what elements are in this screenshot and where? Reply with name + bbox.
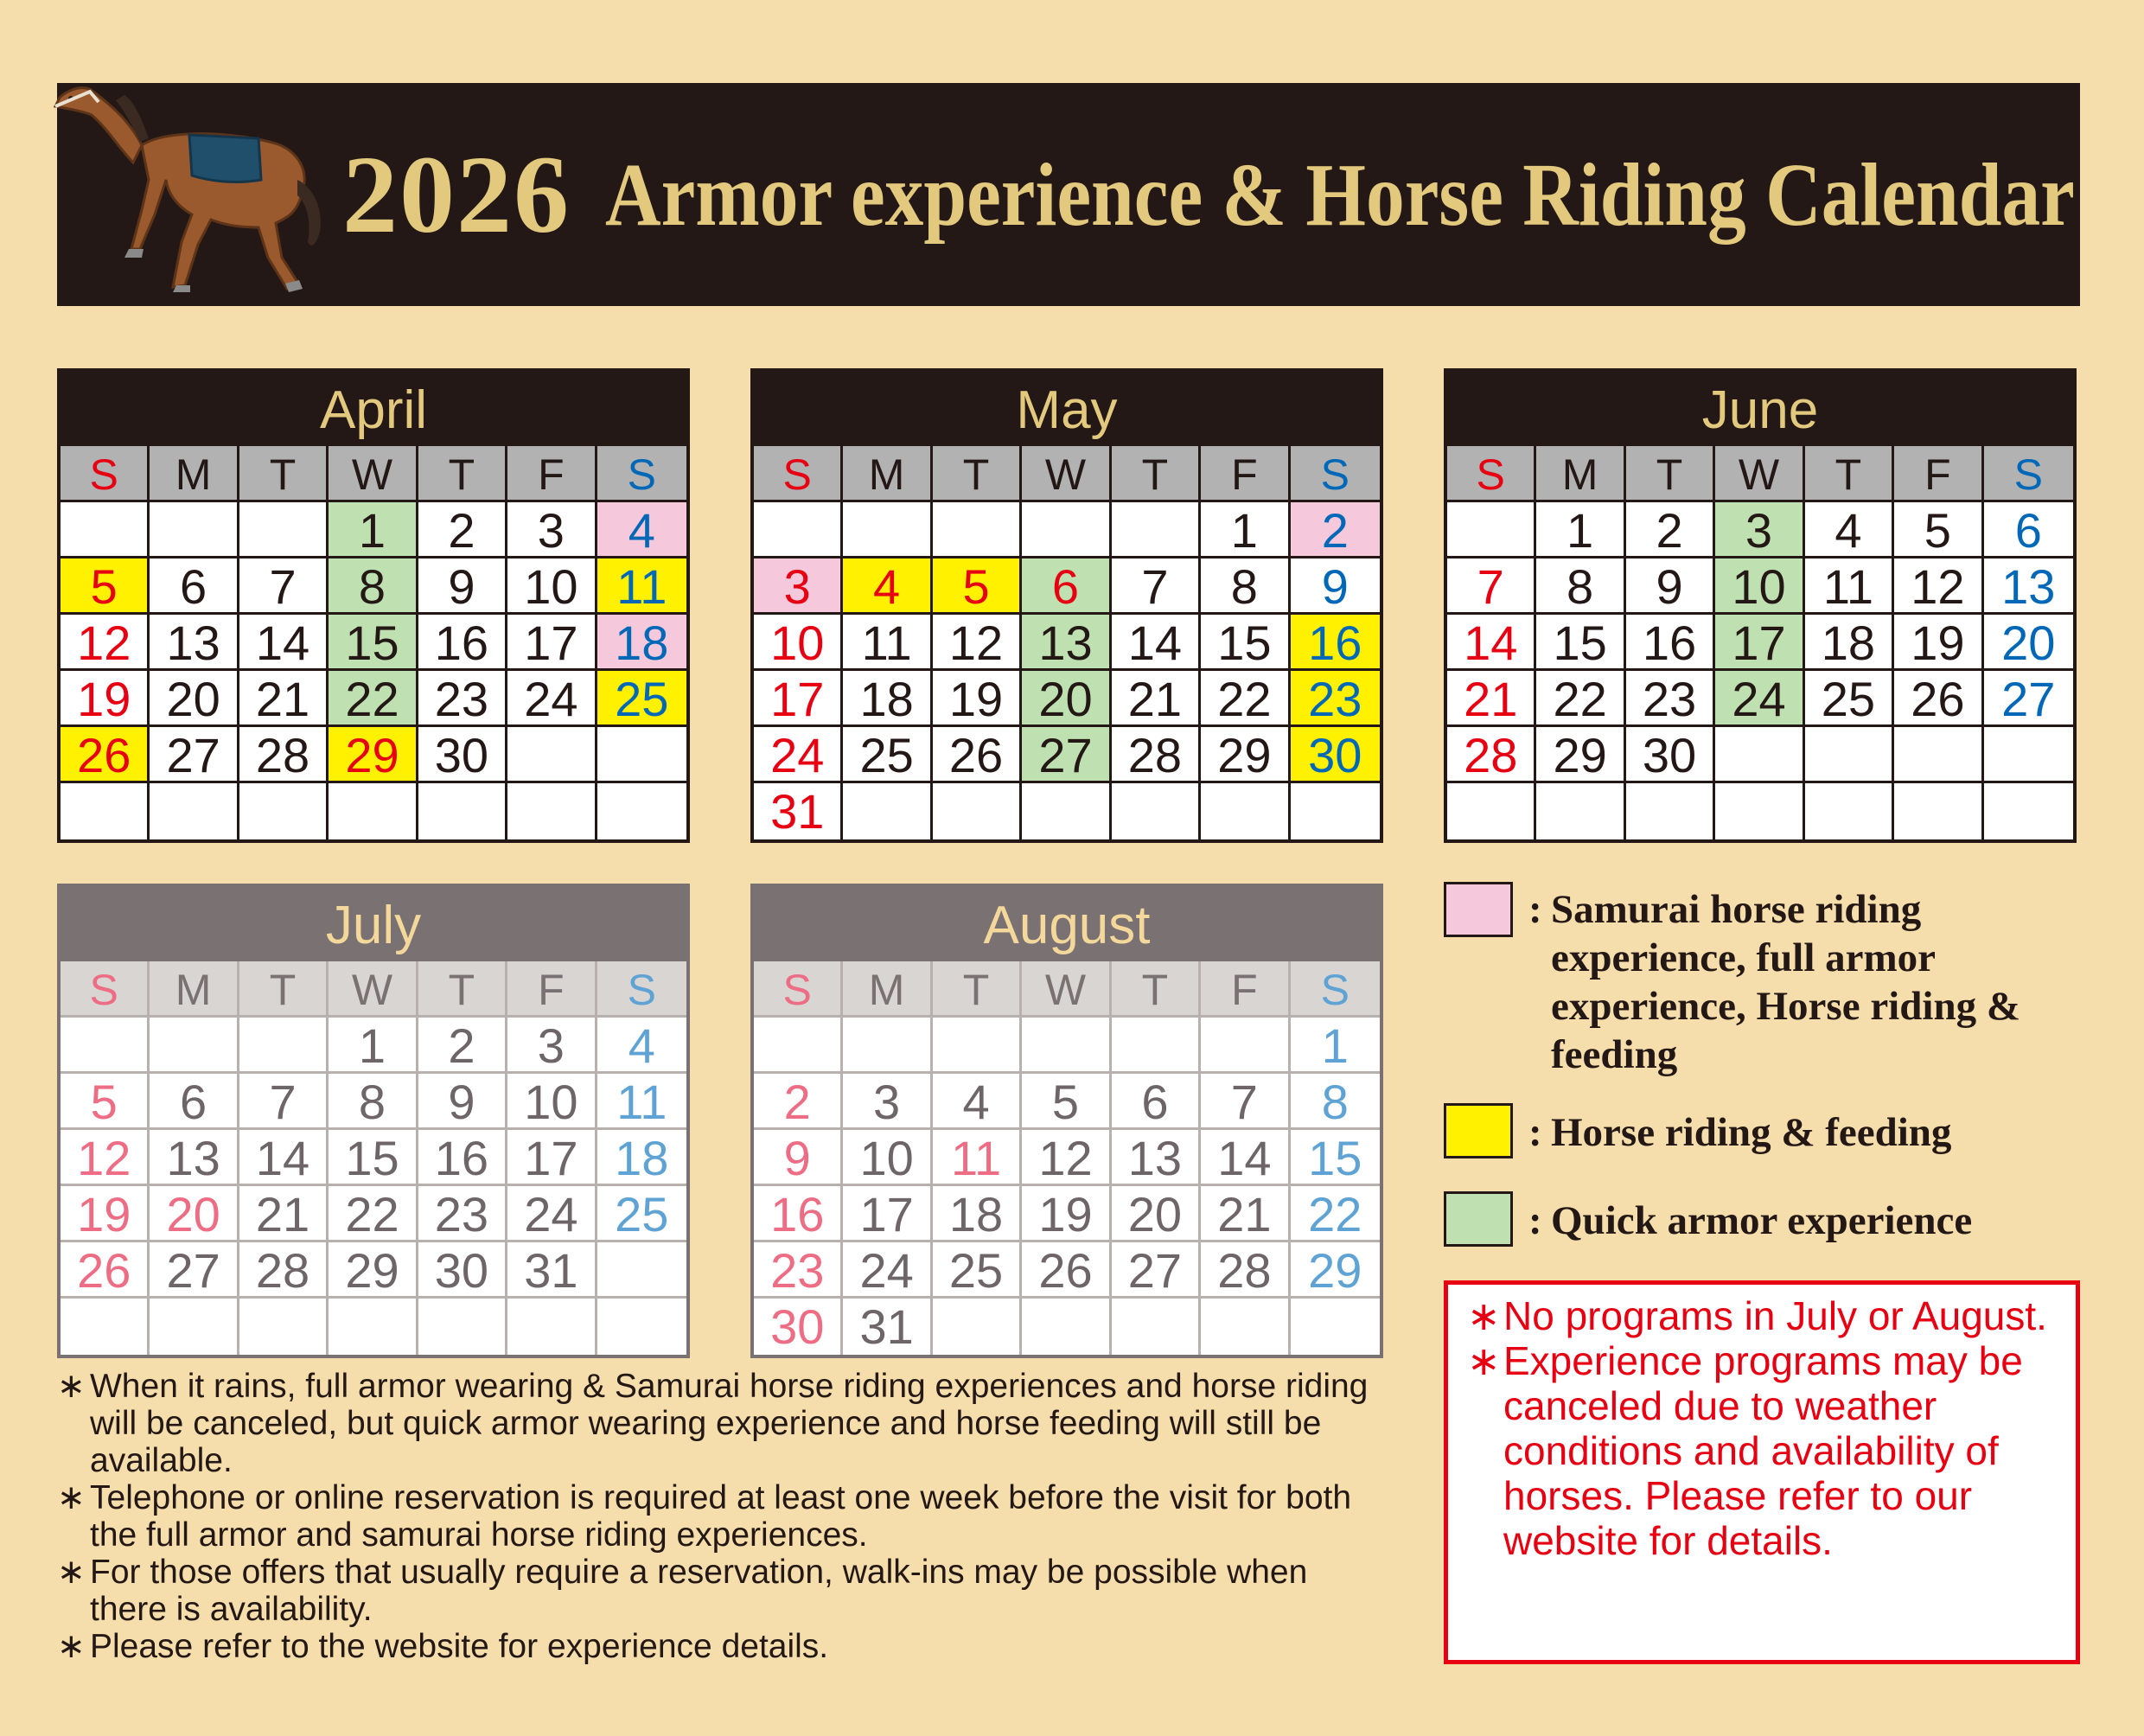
empty-cell (1291, 783, 1380, 839)
day-cell: 15 (1291, 1130, 1380, 1186)
day-cell: 18 (597, 615, 686, 671)
day-cell: 1 (1291, 1018, 1380, 1074)
day-cell: 2 (1291, 502, 1380, 558)
weekday-header: S (1447, 446, 1536, 502)
month-title: August (754, 887, 1380, 961)
day-cell: 11 (597, 1074, 686, 1130)
weekday-header: M (843, 961, 932, 1018)
weekday-header: W (1022, 446, 1111, 502)
empty-cell (597, 1242, 686, 1299)
weekday-header: T (933, 961, 1022, 1018)
weekday-header: F (1201, 446, 1290, 502)
empty-cell (933, 502, 1022, 558)
weekday-header: W (1715, 446, 1804, 502)
empty-cell (1805, 727, 1894, 783)
day-cell: 24 (507, 671, 597, 727)
notice-box (1444, 1280, 2080, 1664)
day-cell: 12 (933, 615, 1022, 671)
month-title: April (61, 372, 686, 446)
empty-cell (150, 502, 239, 558)
weekday-header: T (239, 446, 329, 502)
empty-cell (1715, 727, 1804, 783)
note-item (57, 1368, 1388, 1479)
empty-cell (329, 783, 418, 839)
day-cell: 30 (1291, 727, 1380, 783)
empty-cell (1894, 783, 1983, 839)
day-cell: 11 (1805, 558, 1894, 615)
day-cell: 15 (329, 1130, 418, 1186)
day-cell: 23 (1291, 671, 1380, 727)
month-may (750, 368, 1383, 843)
day-cell: 18 (1805, 615, 1894, 671)
empty-cell (61, 1018, 150, 1074)
day-cell: 18 (843, 671, 932, 727)
day-cell: 20 (150, 671, 239, 727)
day-cell: 21 (1447, 671, 1536, 727)
empty-cell (1536, 783, 1625, 839)
empty-cell (1626, 783, 1715, 839)
month-grid (754, 446, 1380, 839)
day-cell: 11 (597, 558, 686, 615)
weekday-header: S (597, 961, 686, 1018)
day-cell: 25 (597, 1186, 686, 1242)
empty-cell (1022, 1299, 1111, 1355)
day-cell: 5 (61, 558, 150, 615)
day-cell: 25 (597, 671, 686, 727)
empty-cell (418, 783, 507, 839)
empty-cell (1112, 1299, 1201, 1355)
day-cell: 6 (1984, 502, 2073, 558)
day-cell: 28 (1447, 727, 1536, 783)
title-banner (57, 83, 2080, 306)
day-cell: 6 (1112, 1074, 1201, 1130)
day-cell: 4 (1805, 502, 1894, 558)
day-cell: 12 (1022, 1130, 1111, 1186)
empty-cell (150, 783, 239, 839)
title-year: 2026 (342, 132, 571, 256)
day-cell: 14 (239, 1130, 329, 1186)
day-cell: 21 (1112, 671, 1201, 727)
empty-cell (239, 1018, 329, 1074)
day-cell: 4 (597, 1018, 686, 1074)
notes-list (57, 1368, 1388, 1665)
page-title (342, 83, 2075, 306)
empty-cell (1447, 783, 1536, 839)
note-item (57, 1554, 1388, 1628)
empty-cell (843, 1018, 932, 1074)
day-cell: 5 (1894, 502, 1983, 558)
weekday-header: S (597, 446, 686, 502)
empty-cell (1291, 1299, 1380, 1355)
day-cell: 16 (1626, 615, 1715, 671)
legend-text-pink: Samurai horse riding experience, full armor experience, Horse riding & feeding (1551, 887, 2020, 1077)
day-cell: 23 (1626, 671, 1715, 727)
day-cell: 11 (933, 1130, 1022, 1186)
day-cell: 13 (150, 1130, 239, 1186)
day-cell: 7 (1112, 558, 1201, 615)
day-cell: 5 (933, 558, 1022, 615)
month-grid (754, 961, 1380, 1355)
legend-label-green (1528, 1197, 2082, 1245)
empty-cell (239, 1299, 329, 1355)
legend-colon: : (1528, 1110, 1542, 1155)
day-cell: 24 (843, 1242, 932, 1299)
weekday-header: T (1626, 446, 1715, 502)
day-cell: 14 (1112, 615, 1201, 671)
day-cell: 17 (507, 615, 597, 671)
weekday-header: T (1805, 446, 1894, 502)
month-title: July (61, 887, 686, 961)
day-cell: 2 (418, 1018, 507, 1074)
note-text: Please refer to the website for experience details. (90, 1628, 829, 1665)
day-cell: 13 (1112, 1130, 1201, 1186)
empty-cell (1112, 1018, 1201, 1074)
empty-cell (754, 1018, 843, 1074)
day-cell: 1 (329, 1018, 418, 1074)
day-cell: 26 (1022, 1242, 1111, 1299)
empty-cell (597, 727, 686, 783)
weekday-header: S (61, 961, 150, 1018)
legend-colon: : (1528, 887, 1542, 932)
day-cell: 31 (507, 1242, 597, 1299)
weekday-header: W (329, 961, 418, 1018)
empty-cell (507, 1299, 597, 1355)
day-cell: 30 (754, 1299, 843, 1355)
bullet-icon: ∗ (57, 1479, 86, 1516)
day-cell: 11 (843, 615, 932, 671)
day-cell: 3 (507, 1018, 597, 1074)
day-cell: 27 (1984, 671, 2073, 727)
day-cell: 9 (1626, 558, 1715, 615)
day-cell: 19 (61, 1186, 150, 1242)
day-cell: 16 (1291, 615, 1380, 671)
empty-cell (507, 727, 597, 783)
weekday-header: M (150, 961, 239, 1018)
day-cell: 19 (1894, 615, 1983, 671)
day-cell: 9 (754, 1130, 843, 1186)
day-cell: 26 (1894, 671, 1983, 727)
weekday-header: T (239, 961, 329, 1018)
day-cell: 21 (239, 1186, 329, 1242)
weekday-header: S (1291, 446, 1380, 502)
bullet-icon: ∗ (57, 1368, 86, 1405)
day-cell: 26 (933, 727, 1022, 783)
day-cell: 12 (61, 1130, 150, 1186)
day-cell: 18 (597, 1130, 686, 1186)
day-cell: 10 (507, 1074, 597, 1130)
empty-cell (418, 1299, 507, 1355)
day-cell: 16 (418, 615, 507, 671)
notice-text: Experience programs may be canceled due to weather conditions and availability of horses. Please refer to our website for details. (1503, 1338, 2023, 1563)
day-cell: 30 (418, 1242, 507, 1299)
day-cell: 8 (329, 558, 418, 615)
month-june (1444, 368, 2077, 843)
day-cell: 1 (329, 502, 418, 558)
day-cell: 25 (1805, 671, 1894, 727)
empty-cell (239, 502, 329, 558)
empty-cell (150, 1299, 239, 1355)
day-cell: 20 (150, 1186, 239, 1242)
day-cell: 3 (1715, 502, 1804, 558)
day-cell: 8 (1201, 558, 1290, 615)
day-cell: 22 (329, 1186, 418, 1242)
day-cell: 9 (418, 558, 507, 615)
day-cell: 8 (1291, 1074, 1380, 1130)
empty-cell (1984, 727, 2073, 783)
day-cell: 22 (329, 671, 418, 727)
day-cell: 30 (1626, 727, 1715, 783)
day-cell: 15 (1536, 615, 1625, 671)
weekday-header: F (507, 446, 597, 502)
day-cell: 2 (1626, 502, 1715, 558)
empty-cell (933, 1018, 1022, 1074)
note-item (57, 1628, 1388, 1665)
empty-cell (933, 783, 1022, 839)
weekday-header: W (1022, 961, 1111, 1018)
empty-cell (61, 1299, 150, 1355)
day-cell: 21 (239, 671, 329, 727)
day-cell: 3 (507, 502, 597, 558)
legend-colon: : (1528, 1198, 1542, 1243)
day-cell: 26 (61, 1242, 150, 1299)
empty-cell (1112, 783, 1201, 839)
month-july (57, 884, 690, 1358)
day-cell: 29 (1536, 727, 1625, 783)
note-text: For those offers that usually require a reservation, walk-ins may be possible when there is availability. (90, 1554, 1308, 1628)
weekday-header: T (418, 961, 507, 1018)
bullet-icon: ∗ (57, 1628, 86, 1665)
day-cell: 28 (239, 1242, 329, 1299)
day-cell: 2 (754, 1074, 843, 1130)
day-cell: 19 (61, 671, 150, 727)
day-cell: 4 (933, 1074, 1022, 1130)
weekday-header: T (1112, 446, 1201, 502)
empty-cell (150, 1018, 239, 1074)
notice-item (1467, 1338, 2064, 1563)
day-cell: 2 (418, 502, 507, 558)
empty-cell (1201, 1018, 1290, 1074)
empty-cell (1022, 502, 1111, 558)
day-cell: 4 (597, 502, 686, 558)
day-cell: 19 (933, 671, 1022, 727)
empty-cell (61, 502, 150, 558)
title-text: Armor experience & Horse Riding Calendar (605, 144, 2075, 245)
empty-cell (1715, 783, 1804, 839)
weekday-header: S (1291, 961, 1380, 1018)
empty-cell (754, 502, 843, 558)
empty-cell (239, 783, 329, 839)
day-cell: 13 (1984, 558, 2073, 615)
day-cell: 17 (1715, 615, 1804, 671)
day-cell: 24 (507, 1186, 597, 1242)
weekday-header: T (1112, 961, 1201, 1018)
month-grid (61, 961, 686, 1355)
weekday-header: T (933, 446, 1022, 502)
day-cell: 3 (843, 1074, 932, 1130)
day-cell: 4 (843, 558, 932, 615)
day-cell: 7 (1447, 558, 1536, 615)
empty-cell (1447, 502, 1536, 558)
day-cell: 29 (329, 727, 418, 783)
weekday-header: S (1984, 446, 2073, 502)
month-august (750, 884, 1383, 1358)
empty-cell (1201, 783, 1290, 839)
weekday-header: S (61, 446, 150, 502)
legend-label-pink (1528, 885, 2082, 1079)
legend-swatch-pink (1444, 882, 1513, 937)
day-cell: 27 (1112, 1242, 1201, 1299)
day-cell: 15 (1201, 615, 1290, 671)
month-grid (1447, 446, 2073, 839)
empty-cell (507, 783, 597, 839)
empty-cell (61, 783, 150, 839)
day-cell: 20 (1112, 1186, 1201, 1242)
weekday-header: F (1894, 446, 1983, 502)
day-cell: 26 (61, 727, 150, 783)
empty-cell (597, 1299, 686, 1355)
day-cell: 25 (933, 1242, 1022, 1299)
day-cell: 18 (933, 1186, 1022, 1242)
day-cell: 17 (507, 1130, 597, 1186)
day-cell: 27 (150, 727, 239, 783)
day-cell: 27 (1022, 727, 1111, 783)
day-cell: 23 (418, 671, 507, 727)
day-cell: 13 (1022, 615, 1111, 671)
month-april (57, 368, 690, 843)
day-cell: 12 (1894, 558, 1983, 615)
notice-item (1467, 1293, 2064, 1338)
day-cell: 29 (1201, 727, 1290, 783)
day-cell: 5 (61, 1074, 150, 1130)
day-cell: 22 (1536, 671, 1625, 727)
bullet-icon: ∗ (57, 1554, 86, 1591)
day-cell: 14 (1447, 615, 1536, 671)
day-cell: 1 (1201, 502, 1290, 558)
day-cell: 13 (150, 615, 239, 671)
legend-swatch-yellow (1444, 1103, 1513, 1158)
empty-cell (1984, 783, 2073, 839)
day-cell: 12 (61, 615, 150, 671)
day-cell: 16 (418, 1130, 507, 1186)
day-cell: 16 (754, 1186, 843, 1242)
day-cell: 3 (754, 558, 843, 615)
day-cell: 10 (843, 1130, 932, 1186)
day-cell: 9 (418, 1074, 507, 1130)
day-cell: 30 (418, 727, 507, 783)
day-cell: 6 (150, 1074, 239, 1130)
day-cell: 10 (1715, 558, 1804, 615)
weekday-header: S (754, 446, 843, 502)
horse-icon (38, 41, 332, 301)
day-cell: 1 (1536, 502, 1625, 558)
day-cell: 23 (754, 1242, 843, 1299)
empty-cell (597, 783, 686, 839)
day-cell: 15 (329, 615, 418, 671)
day-cell: 24 (1715, 671, 1804, 727)
month-title: June (1447, 372, 2073, 446)
empty-cell (843, 783, 932, 839)
day-cell: 29 (329, 1242, 418, 1299)
day-cell: 14 (239, 615, 329, 671)
empty-cell (1201, 1299, 1290, 1355)
weekday-header: W (329, 446, 418, 502)
day-cell: 28 (239, 727, 329, 783)
day-cell: 7 (1201, 1074, 1290, 1130)
month-title: May (754, 372, 1380, 446)
empty-cell (933, 1299, 1022, 1355)
weekday-header: T (418, 446, 507, 502)
day-cell: 10 (507, 558, 597, 615)
day-cell: 27 (150, 1242, 239, 1299)
weekday-header: S (754, 961, 843, 1018)
weekday-header: M (1536, 446, 1625, 502)
empty-cell (1894, 727, 1983, 783)
day-cell: 5 (1022, 1074, 1111, 1130)
weekday-header: M (150, 446, 239, 502)
day-cell: 29 (1291, 1242, 1380, 1299)
day-cell: 25 (843, 727, 932, 783)
legend-text-green: Quick armor experience (1551, 1198, 1973, 1243)
day-cell: 21 (1201, 1186, 1290, 1242)
empty-cell (329, 1299, 418, 1355)
weekday-header: M (843, 446, 932, 502)
bullet-icon: ∗ (1467, 1338, 1501, 1383)
weekday-header: F (1201, 961, 1290, 1018)
day-cell: 8 (1536, 558, 1625, 615)
day-cell: 7 (239, 558, 329, 615)
empty-cell (1112, 502, 1201, 558)
day-cell: 23 (418, 1186, 507, 1242)
day-cell: 20 (1022, 671, 1111, 727)
empty-cell (843, 502, 932, 558)
empty-cell (1022, 1018, 1111, 1074)
month-grid (61, 446, 686, 839)
day-cell: 22 (1291, 1186, 1380, 1242)
note-text: When it rains, full armor wearing & Samurai horse riding experiences and horse riding will be canceled, but quick armor wearing experience and horse feeding will still be available. (90, 1368, 1369, 1479)
day-cell: 31 (843, 1299, 932, 1355)
day-cell: 22 (1201, 671, 1290, 727)
empty-cell (1805, 783, 1894, 839)
legend-label-yellow (1528, 1108, 2082, 1157)
day-cell: 6 (150, 558, 239, 615)
day-cell: 24 (754, 727, 843, 783)
day-cell: 28 (1112, 727, 1201, 783)
day-cell: 31 (754, 783, 843, 839)
legend-swatch-green (1444, 1191, 1513, 1247)
day-cell: 19 (1022, 1186, 1111, 1242)
day-cell: 14 (1201, 1130, 1290, 1186)
day-cell: 20 (1984, 615, 2073, 671)
day-cell: 6 (1022, 558, 1111, 615)
day-cell: 8 (329, 1074, 418, 1130)
day-cell: 7 (239, 1074, 329, 1130)
bullet-icon: ∗ (1467, 1293, 1501, 1338)
day-cell: 17 (754, 671, 843, 727)
empty-cell (1022, 783, 1111, 839)
weekday-header: F (507, 961, 597, 1018)
note-item (57, 1479, 1388, 1554)
day-cell: 10 (754, 615, 843, 671)
day-cell: 17 (843, 1186, 932, 1242)
legend-text-yellow: Horse riding & feeding (1551, 1110, 1952, 1155)
note-text: Telephone or online reservation is required at least one week before the visit for both the full armor and samurai horse riding experiences. (90, 1479, 1352, 1554)
notice-text: No programs in July or August. (1503, 1293, 2047, 1338)
day-cell: 28 (1201, 1242, 1290, 1299)
day-cell: 9 (1291, 558, 1380, 615)
